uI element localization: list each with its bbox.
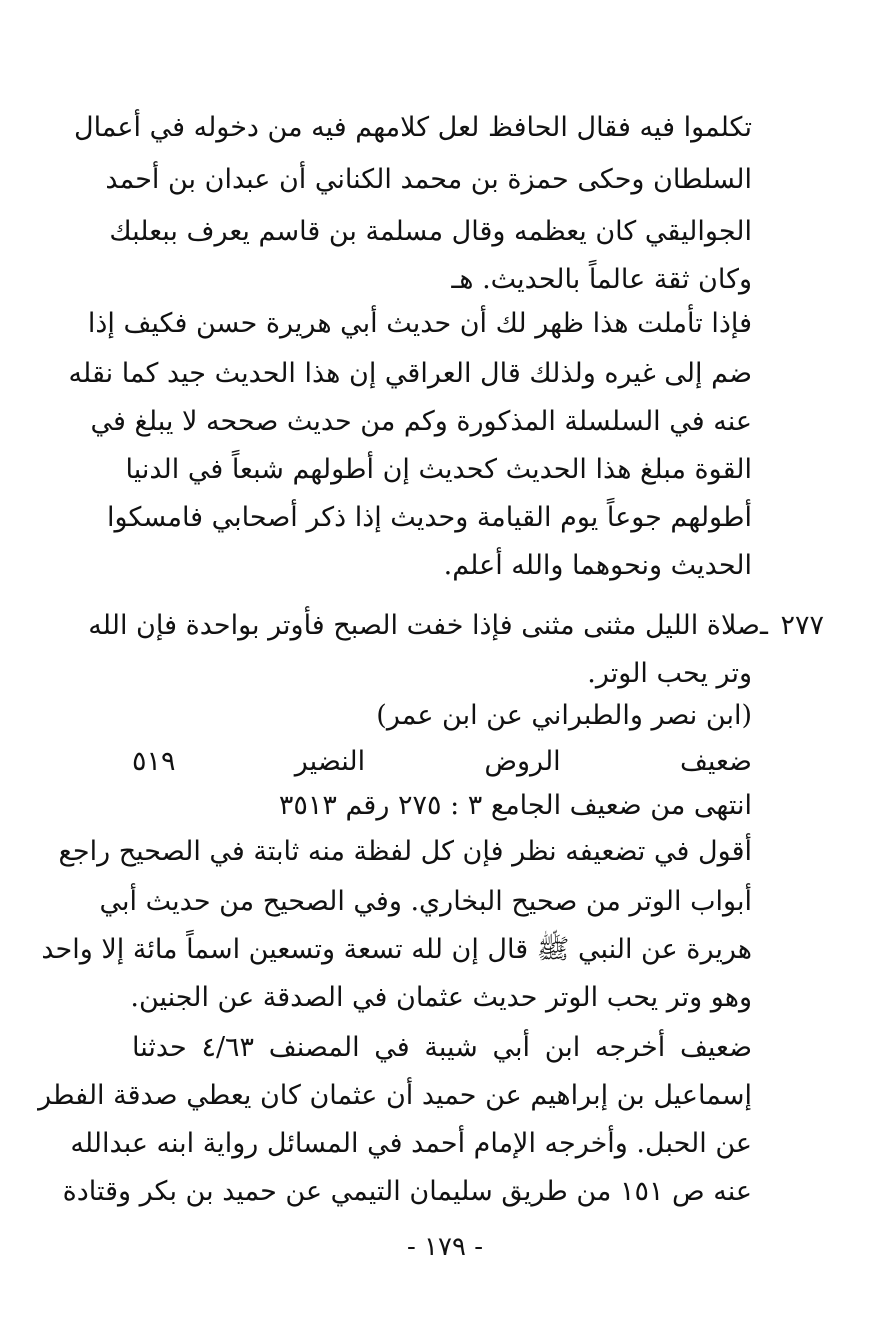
text-line: وكان ثقة عالماً بالحديث. هـ: [451, 264, 752, 295]
text-line: عنه ص ١٥١ من طريق سليمان التيمي عن حميد بن بكر وقتادة: [62, 1176, 752, 1207]
entry-citation: انتهى من ضعيف الجامع ٣ : ٢٧٥ رقم ٣٥١٣: [278, 790, 752, 821]
entry-reference: الروض النضير ٥١٩: [132, 746, 561, 777]
text-line: أقول في تضعيفه نظر فإن كل لفظة منه ثابتة في الصحيح راجع: [58, 836, 752, 867]
text-line: عنه في السلسلة المذكورة وكم من حديث صححه لا يبلغ في: [90, 406, 752, 437]
entry-text-line: وتر يحب الوتر.: [587, 658, 752, 689]
entry-heading-line: [88, 604, 824, 648]
text-line: الحديث ونحوهما والله أعلم.: [443, 550, 752, 581]
entry-number: ٢٧٧ ـ: [760, 610, 824, 641]
text-line: أبواب الوتر من صحيح البخاري. وفي الصحيح من حديث أبي: [99, 886, 752, 917]
page-number: - ١٧٩ -: [406, 1232, 484, 1262]
text-line: ضعيف أخرجه ابن أبي شيبة في المصنف ٤/٦٣ حدثنا: [132, 1032, 752, 1063]
text-line: وهو وتر يحب الوتر حديث عثمان في الصدقة عن الجنين.: [130, 982, 752, 1013]
entry-grade-line: [132, 740, 752, 784]
text-line: السلطان وحكى حمزة بن محمد الكناني أن عبدان بن أحمد: [105, 164, 752, 195]
entry-grade: ضعيف: [679, 746, 752, 777]
text-line: فإذا تأملت هذا ظهر لك أن حديث أبي هريرة حسن فكيف إذا: [87, 308, 752, 339]
text-line: القوة مبلغ هذا الحديث كحديث إن أطولهم شبعاً في الدنيا: [125, 454, 752, 485]
text-line: الجواليقي كان يعظمه وقال مسلمة بن قاسم يعرف ببعلبك: [109, 216, 752, 247]
text-line: تكلموا فيه فقال الحافظ لعل كلامهم فيه من دخوله في أعمال: [73, 112, 752, 143]
text-line: هريرة عن النبي ﷺ قال إن لله تسعة وتسعين اسماً مائة إلا واحد: [41, 934, 752, 965]
entry-source: (ابن نصر والطبراني عن ابن عمر): [376, 700, 752, 731]
text-line: أطولهم جوعاً يوم القيامة وحديث إذا ذكر أصحابي فامسكوا: [107, 502, 752, 533]
text-line: إسماعيل بن إبراهيم عن حميد أن عثمان كان يعطي صدقة الفطر: [38, 1080, 752, 1111]
entry-text: صلاة الليل مثنى مثنى فإذا خفت الصبح فأوتر بواحدة فإن الله: [88, 610, 760, 641]
text-line: عن الحبل. وأخرجه الإمام أحمد في المسائل رواية ابنه عبدالله: [70, 1128, 752, 1159]
text-line: ضم إلى غيره ولذلك قال العراقي إن هذا الحديث جيد كما نقله: [68, 358, 752, 389]
